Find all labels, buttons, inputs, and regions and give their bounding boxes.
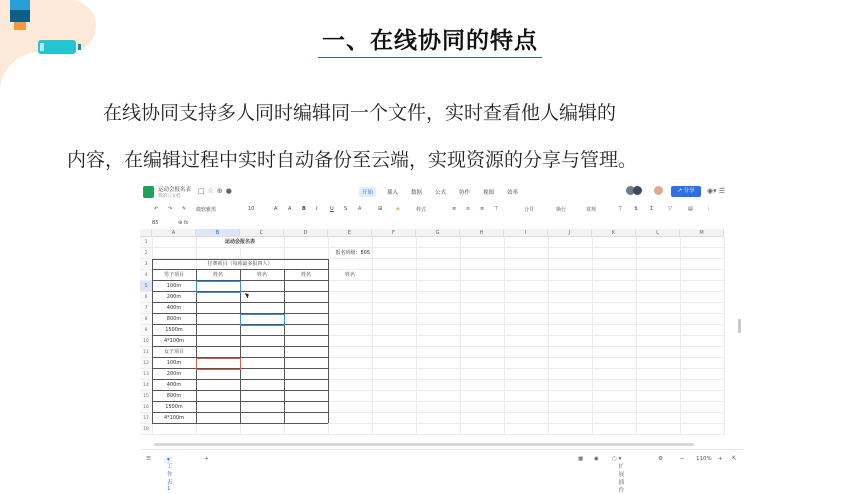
- title-tool-icons[interactable]: □☆⊕●: [198, 187, 235, 195]
- event-cell[interactable]: 4*100m: [163, 338, 185, 344]
- zoom-out-icon[interactable]: −: [680, 456, 685, 462]
- gridline: [636, 237, 637, 435]
- gridline: [372, 237, 373, 435]
- event-cell[interactable]: 4*100m: [163, 415, 185, 421]
- sheet-list-icon[interactable]: ☰: [146, 456, 151, 462]
- font-color-icon[interactable]: A: [358, 206, 362, 212]
- formatting-toolbar: [140, 203, 744, 216]
- strikethrough-icon[interactable]: S: [344, 206, 348, 212]
- gridline: [152, 434, 724, 435]
- column-header[interactable]: B: [196, 229, 240, 237]
- avatar[interactable]: [654, 186, 663, 195]
- event-cell[interactable]: 800m: [166, 316, 182, 322]
- row-header[interactable]: 7: [140, 303, 152, 314]
- font-shrink-icon[interactable]: A: [288, 206, 292, 212]
- row-header[interactable]: 6: [140, 292, 152, 303]
- fullscreen-icon[interactable]: ⇱: [732, 456, 737, 462]
- row-header[interactable]: 4: [140, 270, 152, 281]
- row-header[interactable]: 16: [140, 402, 152, 413]
- column-header[interactable]: K: [592, 229, 636, 237]
- menu-insert[interactable]: 插入: [387, 190, 399, 196]
- merged-header-cell[interactable]: 径赛项目（每项最多报四人）: [207, 261, 273, 267]
- column-header[interactable]: J: [548, 229, 592, 237]
- align-center-icon[interactable]: ≡: [466, 206, 471, 212]
- paragraph-line-2: 内容，在编辑过程中实时自动备份至云端，实现资源的分享与管理。: [67, 149, 638, 171]
- menu-efficiency[interactable]: 效率: [507, 190, 519, 196]
- event-cell[interactable]: 100m: [166, 283, 182, 289]
- fx-icon[interactable]: ⊕ fx: [178, 220, 189, 226]
- formula-bar: [140, 219, 744, 229]
- header-cell[interactable]: 男子项目: [163, 272, 184, 278]
- title-underline: [318, 57, 542, 58]
- font-grow-icon[interactable]: A: [274, 206, 278, 212]
- spreadsheet-screenshot: [140, 183, 744, 494]
- row-header[interactable]: 10: [140, 336, 152, 347]
- valign-icon[interactable]: ⊤: [494, 206, 499, 212]
- row-header[interactable]: 2: [140, 248, 152, 259]
- collaborator-selection[interactable]: [240, 314, 285, 326]
- header-cell[interactable]: 女子项目: [163, 349, 184, 355]
- paragraph-line-1: 在线协同支持多人同时编辑同一个文件，实时查看他人编辑的: [103, 102, 617, 124]
- more-options-icon[interactable]: ◉▾ ☰: [707, 187, 726, 195]
- column-header[interactable]: G: [416, 229, 460, 237]
- app-title-bar: [140, 183, 744, 201]
- cell-reference[interactable]: B5: [152, 220, 159, 226]
- row-header[interactable]: 9: [140, 325, 152, 336]
- sheet-doc-icon: [143, 186, 154, 198]
- table-border: [152, 259, 153, 423]
- chart-icon[interactable]: ▤: [688, 206, 693, 212]
- row-header[interactable]: 8: [140, 314, 152, 325]
- slide-title: 一、在线协同的特点: [322, 28, 538, 54]
- table-border: [284, 270, 285, 423]
- table-border: [152, 423, 328, 424]
- status-bar: [140, 449, 744, 494]
- sum-icon[interactable]: Σ: [650, 206, 654, 212]
- font-size-select[interactable]: 10: [248, 206, 255, 212]
- column-header[interactable]: L: [636, 229, 680, 237]
- gridline: [460, 237, 461, 435]
- row-header[interactable]: 1: [140, 237, 152, 248]
- gridline: [548, 237, 549, 435]
- number-format-select[interactable]: 常规: [586, 207, 597, 213]
- table-border: [152, 259, 328, 260]
- column-header[interactable]: D: [284, 229, 328, 237]
- table-border: [328, 259, 329, 423]
- wrap-text-button[interactable]: 换行: [556, 207, 567, 213]
- sheet-tab[interactable]: 工作表1 ▾: [164, 456, 173, 464]
- row-header[interactable]: 18: [140, 424, 152, 435]
- row-header[interactable]: 14: [140, 380, 152, 391]
- column-header[interactable]: C: [240, 229, 284, 237]
- vertical-scrollbar[interactable]: [738, 319, 741, 333]
- grid-view-icon[interactable]: ▦: [578, 456, 584, 462]
- column-header[interactable]: M: [680, 229, 724, 237]
- border-icon[interactable]: ⊞: [378, 206, 383, 212]
- sort-icon[interactable]: ⇅: [634, 206, 639, 212]
- menu-formula[interactable]: 公式: [435, 190, 447, 196]
- gridline: [724, 237, 725, 435]
- select-all-corner[interactable]: [140, 229, 152, 237]
- redo-icon[interactable]: ↷: [168, 206, 173, 212]
- merge-cells-select[interactable]: 合并: [524, 207, 535, 213]
- name-header-cell[interactable]: 姓名: [344, 272, 355, 278]
- menu-view[interactable]: 视图: [483, 190, 495, 196]
- gridline: [504, 237, 505, 435]
- class-label-cell[interactable]: 报名班级：805: [335, 250, 370, 256]
- doc-location: 我的云文档: [158, 194, 181, 199]
- event-cell[interactable]: 400m: [166, 382, 182, 388]
- collaborator-selection[interactable]: [196, 358, 241, 370]
- event-cell[interactable]: 400m: [166, 305, 182, 311]
- zoom-in-icon[interactable]: +: [718, 456, 723, 462]
- name-header-cell[interactable]: 姓名: [212, 272, 223, 278]
- column-header[interactable]: H: [460, 229, 504, 237]
- table-style-select[interactable]: 样式: [416, 207, 427, 213]
- filter-icon[interactable]: ▽: [668, 206, 672, 212]
- settings-icon[interactable]: ⚙: [658, 456, 663, 462]
- row-header[interactable]: 11: [140, 347, 152, 358]
- menu-collab[interactable]: 协作: [459, 190, 471, 196]
- event-cell[interactable]: 1500m: [165, 327, 183, 333]
- gridline: [680, 237, 681, 435]
- column-header[interactable]: A: [152, 229, 196, 237]
- name-header-cell[interactable]: 姓名: [300, 272, 311, 278]
- gridline: [592, 237, 593, 435]
- fill-color-icon[interactable]: ◈: [396, 206, 400, 212]
- event-cell[interactable]: 1500m: [165, 404, 183, 410]
- menu-data[interactable]: 数据: [411, 190, 423, 196]
- menu-home[interactable]: 开始: [359, 187, 376, 197]
- protect-icon[interactable]: ◉: [594, 456, 599, 462]
- horizontal-scrollbar[interactable]: [154, 443, 694, 446]
- freeze-icon[interactable]: ⊤: [618, 206, 623, 212]
- share-button[interactable]: ↗ 分享: [671, 186, 701, 197]
- row-header[interactable]: 3: [140, 259, 152, 270]
- bold-icon[interactable]: B: [302, 206, 306, 212]
- event-cell[interactable]: 200m: [166, 371, 182, 377]
- row-header[interactable]: 13: [140, 369, 152, 380]
- align-right-icon[interactable]: ≡: [480, 206, 485, 212]
- underline-icon[interactable]: U: [330, 206, 334, 212]
- row-header[interactable]: 5: [140, 281, 152, 292]
- format-painter-icon[interactable]: ✎: [182, 206, 187, 212]
- gridline: [416, 237, 417, 435]
- row-header[interactable]: 15: [140, 391, 152, 402]
- zoom-level[interactable]: 110%: [696, 456, 712, 462]
- column-header[interactable]: E: [328, 229, 372, 237]
- undo-icon[interactable]: ↶: [154, 206, 159, 212]
- row-header[interactable]: 17: [140, 413, 152, 424]
- event-cell[interactable]: 800m: [166, 393, 182, 399]
- font-name-select[interactable]: 微软雅黑: [196, 207, 217, 213]
- add-sheet-button[interactable]: +: [204, 456, 209, 462]
- mouse-cursor-icon: [245, 292, 251, 299]
- avatar[interactable]: [633, 186, 642, 195]
- column-header[interactable]: I: [504, 229, 548, 237]
- event-cell[interactable]: 200m: [166, 294, 182, 300]
- name-header-cell[interactable]: 姓名: [256, 272, 267, 278]
- sheet-title-cell[interactable]: 运动会报名表: [224, 239, 255, 245]
- align-left-icon[interactable]: ≡: [452, 206, 457, 212]
- italic-icon[interactable]: I: [316, 206, 318, 212]
- event-cell[interactable]: 100m: [166, 360, 182, 366]
- doc-title[interactable]: 运动会报名表: [158, 187, 192, 193]
- extensions-button[interactable]: ○ 扩展插件 ▾: [612, 456, 625, 494]
- more-tools-icon[interactable]: ⋮: [706, 206, 711, 212]
- active-cell-selection[interactable]: [196, 281, 241, 293]
- row-header[interactable]: 12: [140, 358, 152, 369]
- column-header[interactable]: F: [372, 229, 416, 237]
